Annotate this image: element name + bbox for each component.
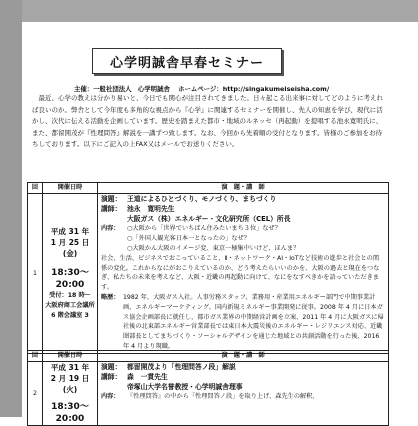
session-date-cell [43, 362, 98, 426]
affiliation-row [101, 215, 385, 225]
affiliation-row [101, 383, 385, 393]
topic-row: 演題： 都留開茂より「性理問答ノ段」解説 [101, 363, 236, 371]
session-day: 1 月 25 日 (金) [50, 237, 90, 258]
homepage-label: ホームページ： [178, 85, 223, 93]
content-body: 『性理問答』の中から「性理問答ノ段」を取り上げ、森先生の解釈、 [127, 393, 319, 401]
session-venue: 大阪府商工会議所 [45, 301, 95, 309]
header-topic: 演 題・講 師 [98, 351, 389, 362]
topic-row: 演題： 王道によるひとづくり、モノづくり、まちづくり [101, 195, 277, 203]
intro-paragraph: 最近、心学の教えは分かり易いと、今日でも関心が注目されてきました。日々起こる出来事に対してどのように考えれば良いのか。弊舎として今年度も多角的な視点から『心学』に関連するセミナーを開催し、先人の知恵を学び、現代に活かし、次代に伝える活動を企画しています。歴史を踏まえた都市・地域のルネッセ（再起動）を提唱する池永寛明氏に、また、都留開茂が『性理問答』解説を一講ずつ致します。なお、今回から先着順の受付となります。皆様のご参加をお待ちしております。以下にご記入の上FAX又はメールでお送りください。 [32, 94, 383, 148]
session-number: 1 [28, 194, 43, 354]
speaker-name: 池永 寛明先生 [127, 204, 175, 213]
table-row [28, 362, 389, 426]
header-date: 開催日時 [43, 183, 98, 194]
content-point: ○大阪かん大阪のイメージ変、東京一極集中いけど、ほんま？ [127, 244, 300, 252]
header-num: 回 [28, 183, 43, 194]
page-title: 心学明誠舎早春セミナー [92, 48, 282, 74]
window-left-edge [0, 0, 22, 417]
profile-row: 略歴： 1982 年、大阪ガス入社。人事労務スタッフ、業務用・産業用エネルギー部門で中期事業計画、エネルギーマーケティング、国内新規ミネルギー事業開発に従事。2008 年 4 月に日本ガス協会企画部長に就任し、都市ガス業界の中期経営計画を立案、2011 年 4 月に大阪ガスに帰社後の北東部エネルギー営業部長では東日本大震災後のエネルギー・レジリエンス対応、近畿圏部長としてまちづくり・ソーシャルデザインを通じた地域との共創活動を行った後、2016 年 4 月より現職。 [101, 293, 384, 350]
content-row: 内容： ○大阪から「世界でいちばん住みたいまち３位」なぜ？ ○「外国人観光客日本一となったの」なぜ？ ○大阪かん大阪のイメージ変、東京一極集中いけど、ほんま？ [101, 225, 300, 252]
document-page [22, 22, 418, 424]
content-body: 社会、生活、ビジネスでおこっていること、Ⅱ・ネットワーク・AI・IoTなど技術の進歩と社会との関係の変化。これからなにがおこりえているのか、どう考えたらいいのかを、大阪の過去と現在をつなぎ、私たちの未来を考えなど、大阪・近畿の再起動に向けて、なにをなすべきかを語っていただきます。 [101, 254, 380, 292]
session-reception: 受付：18 時～ [49, 291, 91, 299]
header-num: 回 [28, 351, 43, 362]
speaker-profile: 1982 年、大阪ガス入社。人事労務スタッフ、業務用・産業用エネルギー部門で中期事業計画、エネルギーマーケティング、国内新規ミネルギー事業開発に従事。2008 年 4 月に日本ガス協会企画部長に就任し、都市ガス業界の中期経営計画を立案、2011 年 4 月に大阪ガスに帰社後の北東部エネルギー営業部長では東日本大震災後のエネルギー・レジリエンス対応、近畿圏部長としてまちづくり・ソーシャルデザインを通じた地域との共創活動を行った後、2016 年 4 月より現職。 [123, 293, 384, 350]
speaker-row: 講師： 池永 寛明先生 [101, 204, 175, 213]
speaker-name: 森 一貫先生 [127, 372, 168, 381]
session-table-1 [27, 182, 389, 354]
session-content [98, 362, 389, 426]
content-point: ○大阪から「世界でいちばん住みたいまち３位」なぜ？ [127, 225, 281, 233]
speaker-row: 講師： 森 一貫先生 [101, 372, 168, 381]
session-room: 6 階会議室 3 [51, 311, 89, 319]
host-line [74, 84, 329, 93]
content-point: ○「外国人観光客日本一となったの」なぜ？ [127, 235, 250, 243]
session-time: 18:30～20:00 [51, 267, 89, 290]
header-topic: 演 題・講 師 [98, 183, 389, 194]
header-date: 開催日時 [43, 351, 98, 362]
session-number: 2 [28, 362, 43, 426]
homepage-url[interactable]: http://singakumeiseisha.com/ [222, 85, 330, 93]
topic-text: 都留開茂より「性理問答ノ段」解説 [127, 363, 236, 371]
speaker-affiliation: 帝塚山大学名誉教授・心学明誠舎理事 [127, 382, 243, 391]
session-year: 平成 31 年 [50, 226, 90, 236]
speaker-affiliation: 大阪ガス（株）エネルギー・文化研究所（CEL）所長 [127, 214, 291, 223]
table-row [28, 194, 389, 354]
session-time: 18:30～20:00 [51, 402, 89, 424]
session-content [98, 194, 389, 354]
table-header-row [28, 183, 389, 194]
table-header-row [28, 351, 389, 362]
content-row: 内容： 『性理問答』の中から「性理問答ノ段」を取り上げ、森先生の解釈、 [101, 393, 319, 401]
host-label: 主催：一般社団法人 心学明誠舎 [74, 85, 170, 93]
session-date-cell [43, 194, 98, 354]
session-table-2 [27, 350, 389, 426]
topic-text: 王道によるひとづくり、モノづくり、まちづくり [127, 195, 277, 203]
session-day: 2 月 19 日 (火) [50, 374, 90, 394]
window-top-edge [0, 0, 418, 22]
session-year: 平成 31 年 [50, 363, 90, 372]
